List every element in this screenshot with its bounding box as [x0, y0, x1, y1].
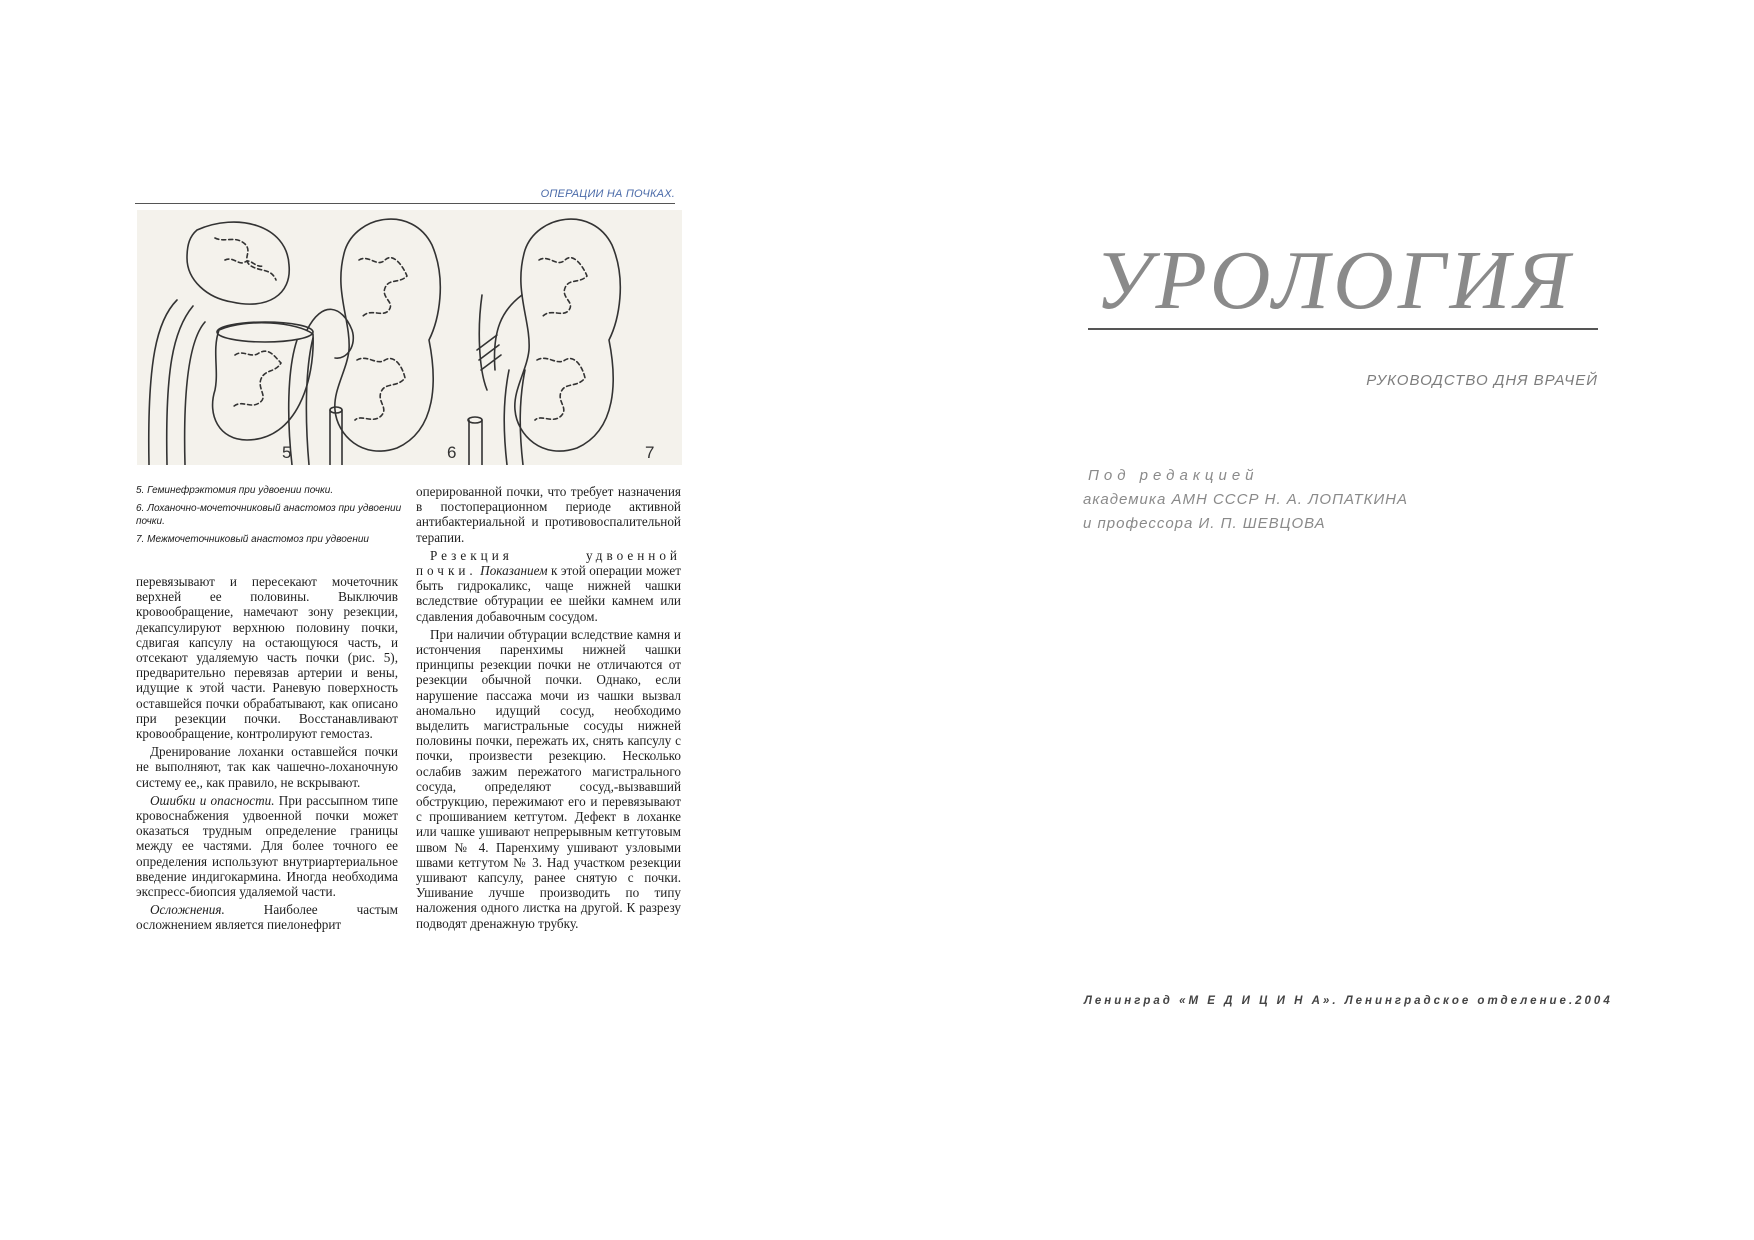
caption-5: 5. Геминефрэктомия при удвоении почки. — [136, 485, 334, 496]
indication-label: Показанием — [476, 563, 548, 579]
paragraph-errors — [136, 793, 398, 899]
editors-line-2: академика АМН СССР Н. А. ЛОПАТКИНА — [1083, 491, 1409, 508]
editors-line-3: и профессора И. П. ШЕВЦОВА — [1083, 515, 1326, 532]
running-head: ОПЕРАЦИИ НА ПОЧКАХ. — [540, 188, 675, 200]
caption-6: 6. Лоханочно-мочеточниковый анастомоз при удвоении почки. — [136, 503, 402, 527]
figure-number-7: 7 — [645, 443, 655, 462]
complications-heading: Осложнения. — [150, 902, 225, 918]
title-rule — [1088, 328, 1598, 330]
resection-heading: Резекция удвоенной почки. — [416, 547, 681, 579]
text-column-right — [416, 484, 681, 934]
paragraph: оперированной почки, что требует назначения в постоперационном периоде активной антибактериальной и противовоспалительной терапии. — [416, 484, 681, 545]
figure-6-kidney-drawing — [289, 219, 441, 465]
editors-block — [1083, 464, 1603, 536]
header-rule — [135, 203, 675, 204]
paragraph-complications — [136, 902, 398, 932]
errors-text: При рассыпном типе кровоснабжения удвоенной почки может оказаться трудным определение границы между ее частями. Для более точного ее определения используют внутриартериальное введение индигокармина. Иногда необходима экспресс-биопсия удаляемой части. — [136, 792, 398, 900]
paragraph-resection — [416, 548, 681, 624]
resection-text: к этой операции может быть гидрокаликс, чаще нижней чашки вследствие обтурации ее шейки камнем или сдавления добавочным сосудом. — [416, 563, 681, 624]
complications-text: Наиболее частым осложнением является пиелонефрит — [136, 902, 398, 933]
kidney-illustrations — [137, 210, 682, 465]
publisher-imprint: Ленинград «М Е Д И Ц И Н А». Ленинградское отделение.2004 — [1084, 995, 1613, 1007]
figure-number-6: 6 — [447, 443, 457, 462]
figure-7-kidney-drawing — [468, 219, 620, 465]
paragraph: Дренирование лоханки оставшейся почки не выполняют, так как чашечно-лоханочную систему ее,, как правило, не вскрывают. — [136, 744, 398, 790]
figure-number-5: 5 — [282, 443, 292, 462]
book-title: УРОЛОГИЯ — [1095, 234, 1574, 327]
caption-7: 7. Межмочеточниковый анастомоз при удвоении — [136, 534, 369, 545]
paragraph: перевязывают и пересекают мочеточник верхней ее половины. Выключив кровообращение, намечают зону резекции, декапсулируют верхнюю половину почки, сдвигая капсулу на остающуюся часть, и отсекают удаляемую часть почки (рис. 5), предварительно перевязав артерии и вены, идущие к этой части. Раневую поверхность оставшейся почки обрабатывают, как описано при резекции почки. Восстанавливают кровообращение, контролируют гемостаз. — [136, 574, 398, 742]
editors-line-1: Под редакцией — [1088, 467, 1259, 484]
book-subtitle: РУКОВОДСТВО ДНЯ ВРАЧЕЙ — [1366, 372, 1598, 389]
errors-heading: Ошибки и опасности. — [150, 792, 275, 808]
paragraph: При наличии обтурации вследствие камня и истончения паренхимы нижней чашки принципы резекции почки не отличаются от резекции обычной почки. Однако, если нарушение пассажа мочи из чашки вызвал аномально идущий сосуд, необходимо выделить магистральные сосуды нижней половины почки, пережать их, снять капсулу с почки, произвести резекцию. Несколько ослабив зажим пережатого магистрального сосуда, определяют сосуд,-вызвавший обструкцию, пережимают его и перевязывают с прошиванием кетгутом. Дефект в лоханке или чашке ушивают непрерывным кетгутовым швом № 4. Паренхиму ушивают узловыми швами кетгутом № 3. Над участком резекции ушивают капсулу, ранее снятую с почки. Ушивание лучше производить по типу наложения одного листка на другой. К разрезу подводят дренажную трубку. — [416, 626, 681, 931]
figure-captions — [136, 484, 406, 551]
text-column-left — [136, 574, 398, 936]
